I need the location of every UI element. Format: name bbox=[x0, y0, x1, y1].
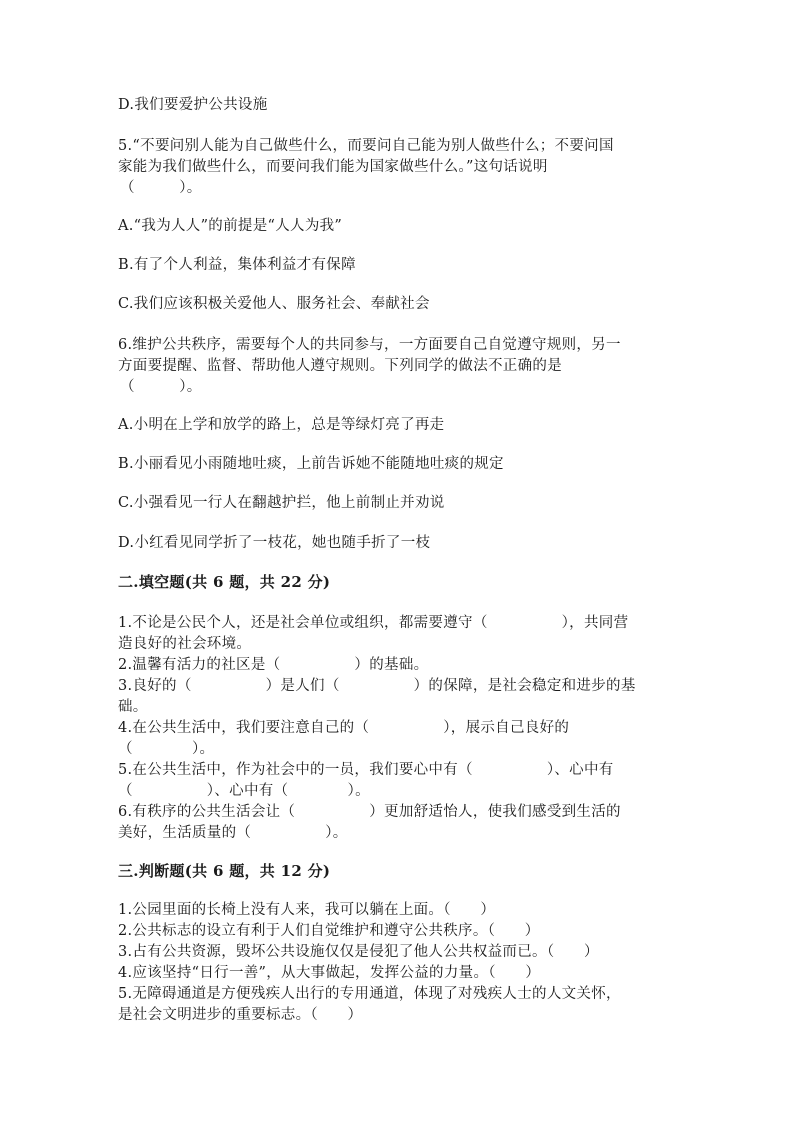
q6-option-a: A.小明在上学和放学的路上，总是等绿灯亮了再走 bbox=[118, 417, 445, 433]
fill-blank-line: （ ）。 bbox=[118, 741, 215, 757]
q5-option-c: C.我们应该积极关爱他人、服务社会、奉献社会 bbox=[118, 296, 430, 312]
question-5 bbox=[118, 136, 614, 199]
q5-answer-blank: （ ）。 bbox=[120, 180, 202, 196]
fill-blank-line: （ ）、心中有（ ）。 bbox=[118, 783, 370, 799]
true-false-line: 1.公园里面的长椅上没有人来，我可以躺在上面。（ ） bbox=[118, 902, 496, 918]
true-false-line: 5.无障碍通道是方便残疾人出行的专用通道，体现了对残疾人士的人文关怀， bbox=[118, 986, 621, 1002]
fill-blank-line: 3.良好的（ ）是人们（ ）的保障，是社会稳定和进步的基 bbox=[118, 678, 636, 694]
fill-blank-line: 5.在公共生活中，作为社会中的一员，我们要心中有（ ）、心中有 bbox=[118, 762, 614, 778]
true-false-line: 是社会文明进步的重要标志。（ ） bbox=[118, 1007, 363, 1023]
q6-option-c: C.小强看见一行人在翻越护拦，他上前制止并劝说 bbox=[118, 495, 445, 511]
section-3-title: 三.判断题(共 6 题，共 12 分) bbox=[118, 862, 331, 880]
section-2-body bbox=[118, 613, 636, 844]
fill-blank-line: 4.在公共生活中，我们要注意自己的（ ），展示自己良好的 bbox=[118, 720, 570, 736]
q6-answer-blank: （ ）。 bbox=[120, 379, 202, 395]
q4-option-d: D.我们要爱护公共设施 bbox=[118, 97, 268, 113]
q6-option-d: D.小红看见同学折了一枝花，她也随手折了一枝 bbox=[118, 535, 431, 551]
q5-stem-line: 5.“不要问别人能为自己做些什么，而要问自己能为别人做些什么；不要问国 bbox=[118, 138, 614, 154]
section-2-title: 二.填空题(共 6 题，共 22 分) bbox=[118, 573, 331, 591]
fill-blank-line: 美好，生活质量的（ ）。 bbox=[118, 825, 348, 841]
fill-blank-line: 造良好的社会环境。 bbox=[118, 636, 252, 652]
q5-option-a: A.“我为人人”的前提是“人人为我” bbox=[118, 218, 343, 234]
q6-stem-line: 方面要提醒、监督、帮助他人遵守规则。下列同学的做法不正确的是 bbox=[118, 358, 562, 374]
true-false-line: 4.应该坚持“日行一善”，从大事做起，发挥公益的力量。（ ） bbox=[118, 965, 541, 981]
fill-blank-line: 6.有秩序的公共生活会让（ ）更加舒适怡人，使我们感受到生活的 bbox=[118, 804, 621, 820]
q5-option-b: B.有了个人利益，集体利益才有保障 bbox=[118, 257, 356, 273]
q6-option-b: B.小丽看见小雨随地吐痰，上前告诉她不能随地吐痰的规定 bbox=[118, 456, 504, 472]
true-false-line: 3.占有公共资源，毁坏公共设施仅仅是侵犯了他人公共权益而已。（ ） bbox=[118, 944, 599, 960]
q5-stem-line: 家能为我们做些什么，而要问我们能为国家做些什么。”这句话说明 bbox=[118, 159, 548, 175]
q6-stem-line: 6.维护公共秩序，需要每个人的共同参与，一方面要自己自觉遵守规则，另一 bbox=[118, 337, 621, 353]
true-false-line: 2.公共标志的设立有利于人们自觉维护和遵守公共秩序。（ ） bbox=[118, 923, 540, 939]
question-6 bbox=[118, 335, 621, 398]
section-3-body bbox=[118, 900, 621, 1026]
fill-blank-line: 2.温馨有活力的社区是（ ）的基础。 bbox=[118, 657, 429, 673]
fill-blank-line: 1.不论是公民个人，还是社会单位或组织，都需要遵守（ ），共同营 bbox=[118, 615, 629, 631]
fill-blank-line: 础。 bbox=[118, 699, 148, 715]
